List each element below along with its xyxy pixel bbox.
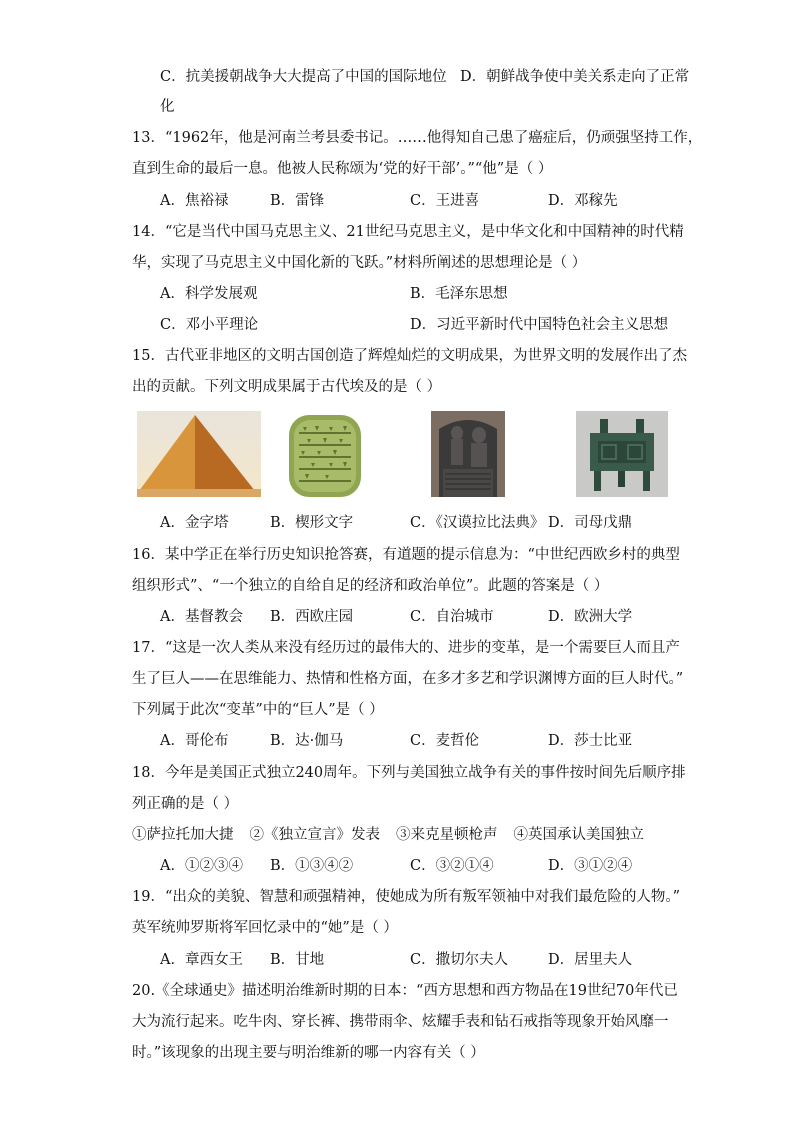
q20-stem-line3: 时。”该现象的出现主要与明治维新的哪一内容有关（ ） xyxy=(132,1045,485,1061)
q18-option-d: D．③①②④ xyxy=(548,858,633,874)
pyramid-image xyxy=(137,411,261,497)
q15-option-c: C．《汉谟拉比法典》 xyxy=(410,515,545,531)
q14-option-b: B．毛泽东思想 xyxy=(410,286,508,302)
q14-option-c: C．邓小平理论 xyxy=(160,317,259,333)
q15-option-d: D．司母戊鼎 xyxy=(548,515,633,531)
q18-event-1: ①萨拉托加大捷 xyxy=(132,827,234,843)
q15-stem-line2: 出的贡献。下列文明成果属于古代埃及的是（ ） xyxy=(132,379,442,395)
q18-stem-line1: 18．今年是美国正式独立240周年。下列与美国独立战争有关的事件按时间先后顺序排 xyxy=(132,765,686,781)
q14-option-a: A．科学发展观 xyxy=(160,286,258,302)
q14-stem-line2: 华，实现了马克思主义中国化新的飞跃。”材料所阐述的思想理论是（ ） xyxy=(132,255,587,271)
q13-option-c: C．王进喜 xyxy=(410,193,480,209)
q15-stem-line1: 15．古代亚非地区的文明古国创造了辉煌灿烂的文明成果，为世界文明的发展作出了杰 xyxy=(132,348,687,364)
q18-event-list xyxy=(132,825,660,845)
q18-event-4: ④英国承认美国独立 xyxy=(513,827,644,843)
q13-option-d: D．邓稼先 xyxy=(548,193,618,209)
q16-option-c: C．自治城市 xyxy=(410,609,494,625)
q12-option-d-wrap: 化 xyxy=(160,99,175,115)
q18-event-3: ③来克星顿枪声 xyxy=(396,827,498,843)
q19-option-b: B．甘地 xyxy=(270,952,325,968)
q16-stem-line1: 16．某中学正在举行历史知识抢答赛，有道题的提示信息为：“中世纪西欧乡村的典型 xyxy=(132,547,680,563)
q19-option-c: C．撒切尔夫人 xyxy=(410,952,509,968)
q16-option-b: B．西欧庄园 xyxy=(270,609,354,625)
q13-stem-line2: 直到生命的最后一息。他被人民称颂为‘党的好干部’。”“他”是（ ） xyxy=(132,161,553,177)
cuneiform-tablet-image xyxy=(285,411,365,501)
q17-option-a: A．哥伦布 xyxy=(160,733,229,749)
q14-option-d: D．习近平新时代中国特色社会主义思想 xyxy=(410,317,669,333)
q17-option-b: B．达·伽马 xyxy=(270,733,344,749)
q13-option-b: B．雷锋 xyxy=(270,193,325,209)
q18-option-a: A．①②③④ xyxy=(160,858,243,874)
q13-option-a: A．焦裕禄 xyxy=(160,193,229,209)
simuwu-ding-image xyxy=(576,411,668,497)
q18-option-b: B．①③④② xyxy=(270,858,354,874)
hammurabi-code-image xyxy=(431,411,505,497)
q17-stem-line3: 下列属于此次“变革”中的“巨人”是（ ） xyxy=(132,702,384,718)
q15-option-a: A．金字塔 xyxy=(160,515,229,531)
q14-stem-line1: 14．“它是当代中国马克思主义、21世纪马克思主义，是中华文化和中国精神的时代精 xyxy=(132,224,684,240)
q19-stem-line1: 19．“出众的美貌、智慧和顽强精神，使她成为所有叛军领袖中对我们最危险的人物。” xyxy=(132,889,681,905)
q19-option-d: D．居里夫人 xyxy=(548,952,633,968)
q12-option-d: D．朝鲜战争使中美关系走向了正常 xyxy=(460,69,690,85)
q17-option-d: D．莎士比亚 xyxy=(548,733,633,749)
q19-option-a: A．章西女王 xyxy=(160,952,243,968)
q16-option-d: D．欧洲大学 xyxy=(548,609,633,625)
q17-stem-line2: 生了巨人——在思维能力、热情和性格方面，在多才多艺和学识渊博方面的巨人时代。” xyxy=(132,671,684,687)
q18-option-c: C．③②①④ xyxy=(410,858,494,874)
q17-option-c: C．麦哲伦 xyxy=(410,733,480,749)
q15-option-b: B．楔形文字 xyxy=(270,515,354,531)
q20-stem-line2: 大为流行起来。吃牛肉、穿长裤、携带雨伞、炫耀手表和钻石戒指等现象开始风靡一 xyxy=(132,1014,669,1030)
q16-option-a: A．基督教会 xyxy=(160,609,243,625)
q13-stem-line1: 13．“1962年，他是河南兰考县委书记。……他得知自己患了癌症后，仍顽强坚持工作， xyxy=(132,130,703,146)
q12-option-c: C．抗美援朝战争大大提高了中国的国际地位 xyxy=(160,69,447,85)
q17-stem-line1: 17．“这是一次人类从来没有经历过的最伟大的、进步的变革，是一个需要巨人而且产 xyxy=(132,640,680,656)
q19-stem-line2: 英军统帅罗斯将军回忆录中的“她”是（ ） xyxy=(132,920,398,936)
q18-event-2: ②《独立宣言》发表 xyxy=(249,827,380,843)
q18-stem-line2: 列正确的是（ ） xyxy=(132,796,239,812)
q16-stem-line2: 组织形式”、“一个独立的自给自足的经济和政治单位”。此题的答案是（ ） xyxy=(132,578,609,594)
q20-stem-line1: 20.《全球通史》描述明治维新时期的日本：“西方思想和西方物品在19世纪70年代已 xyxy=(132,983,678,999)
